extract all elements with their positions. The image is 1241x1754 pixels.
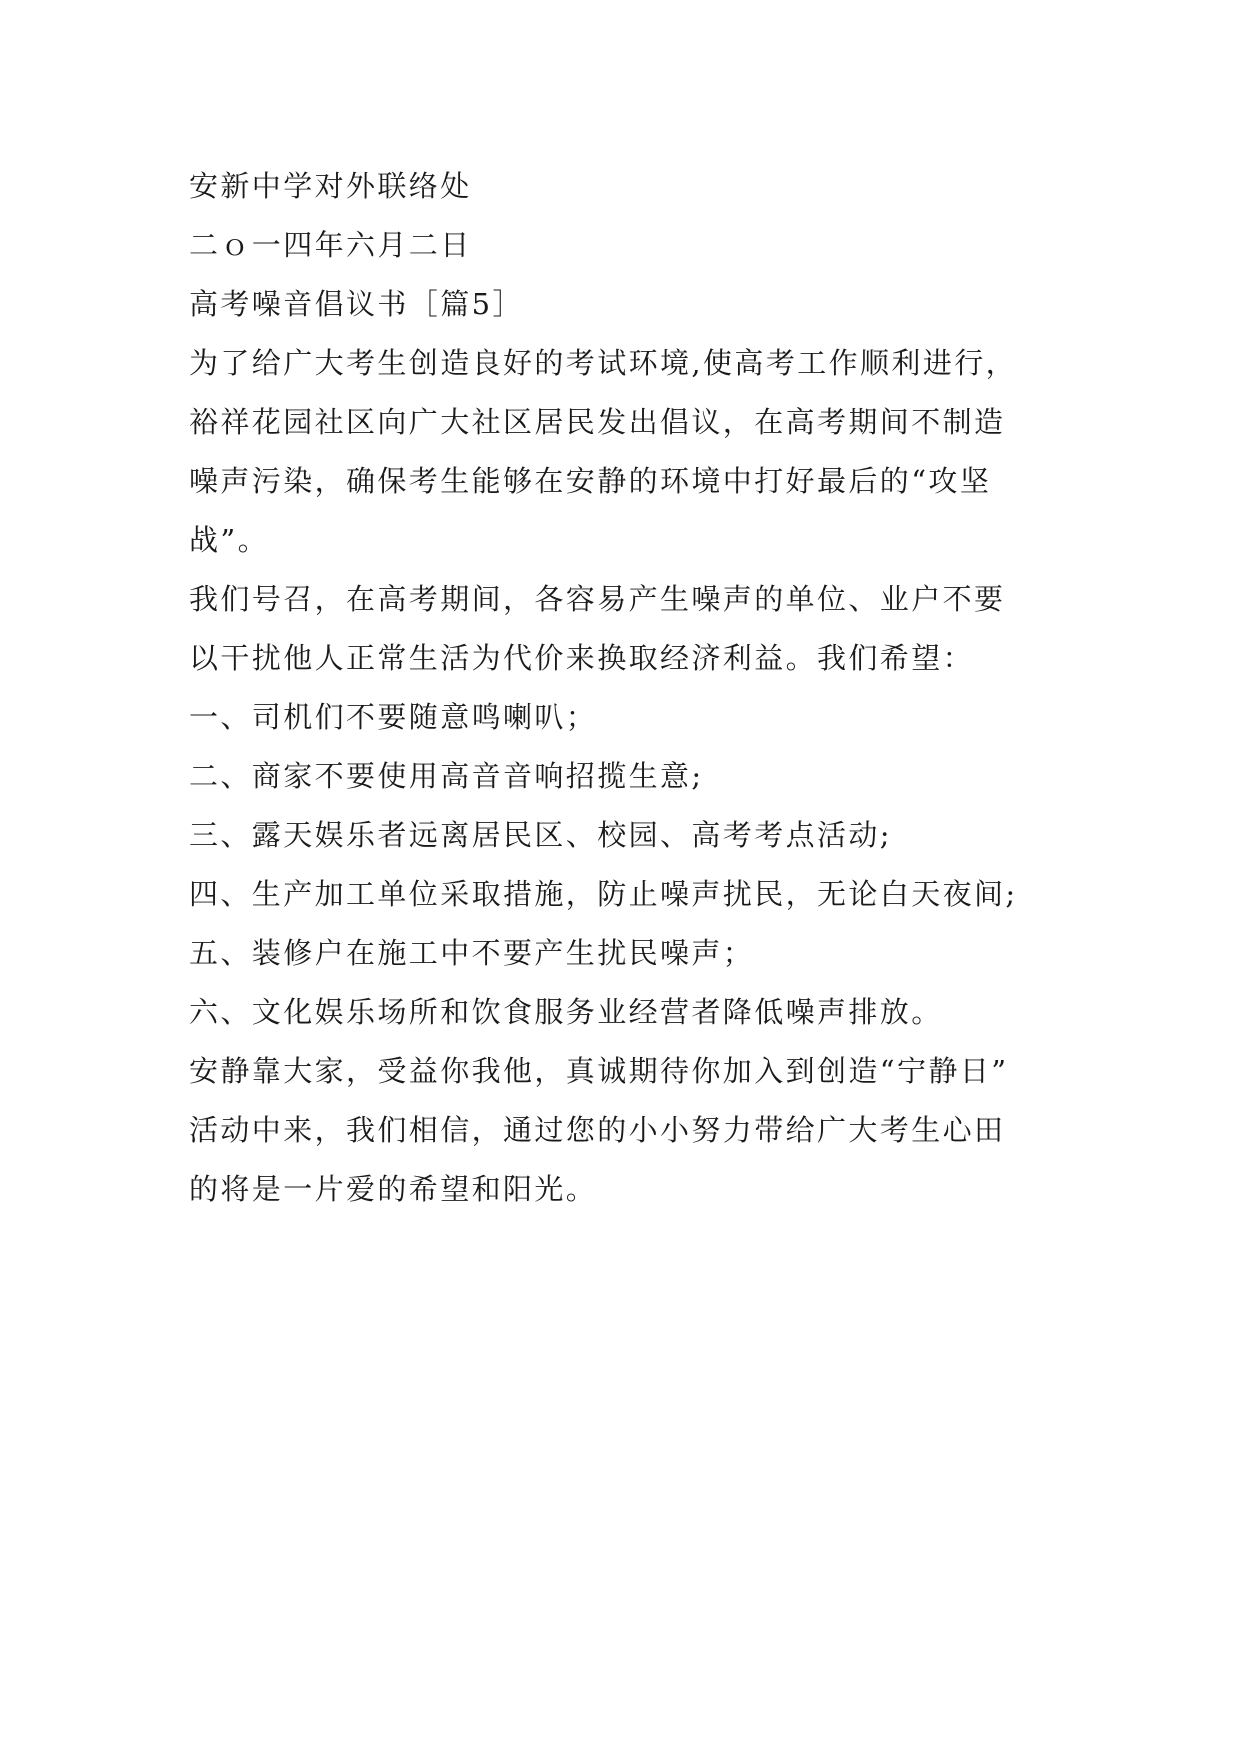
- paragraph-line: 战”。: [189, 523, 270, 557]
- intro-paragraph: [189, 334, 1059, 570]
- signature-organization: 安新中学对外联络处: [189, 169, 472, 203]
- paragraph-line: 为了给广大考生创造良好的考试环境,使高考工作顺利进行，: [189, 346, 1018, 380]
- paragraph-line: 裕祥花园社区向广大社区居民发出倡议，在高考期间不制造: [189, 405, 1006, 439]
- list-item: 六、文化娱乐场所和饮食服务业经营者降低噪声排放。: [189, 995, 943, 1029]
- list-item: 二、商家不要使用高音音响招揽生意;: [189, 759, 704, 793]
- document-body: [189, 157, 1059, 1219]
- signature-date: 二ｏ一四年六月二日: [189, 228, 472, 262]
- closing-paragraph: [189, 1042, 1059, 1219]
- list-item: 三、露天娱乐者远离居民区、校园、高考考点活动;: [189, 818, 892, 852]
- proposal-list: [189, 688, 1059, 1042]
- paragraph-line: 噪声污染，确保考生能够在安静的环境中打好最后的“攻坚: [189, 464, 992, 498]
- section-title: 高考噪音倡议书［篇5］: [189, 287, 524, 321]
- call-paragraph: [189, 570, 1059, 688]
- list-item: 一、司机们不要随意鸣喇叭；: [189, 700, 598, 734]
- paragraph-line: 我们号召，在高考期间，各容易产生噪声的单位、业户不要: [189, 582, 1006, 616]
- paragraph-line: 安静靠大家，受益你我他，真诚期待你加入到创造“宁静日”: [189, 1054, 1009, 1088]
- paragraph-line: 以干扰他人正常生活为代价来换取经济利益。我们希望：: [189, 641, 975, 675]
- list-item: 四、生产加工单位采取措施，防止噪声扰民，无论白天夜间;: [189, 877, 1018, 911]
- paragraph-line: 活动中来，我们相信，通过您的小小努力带给广大考生心田: [189, 1113, 1006, 1147]
- paragraph-line: 的将是一片爱的希望和阳光。: [189, 1172, 598, 1206]
- list-item: 五、装修户在施工中不要产生扰民噪声；: [189, 936, 755, 970]
